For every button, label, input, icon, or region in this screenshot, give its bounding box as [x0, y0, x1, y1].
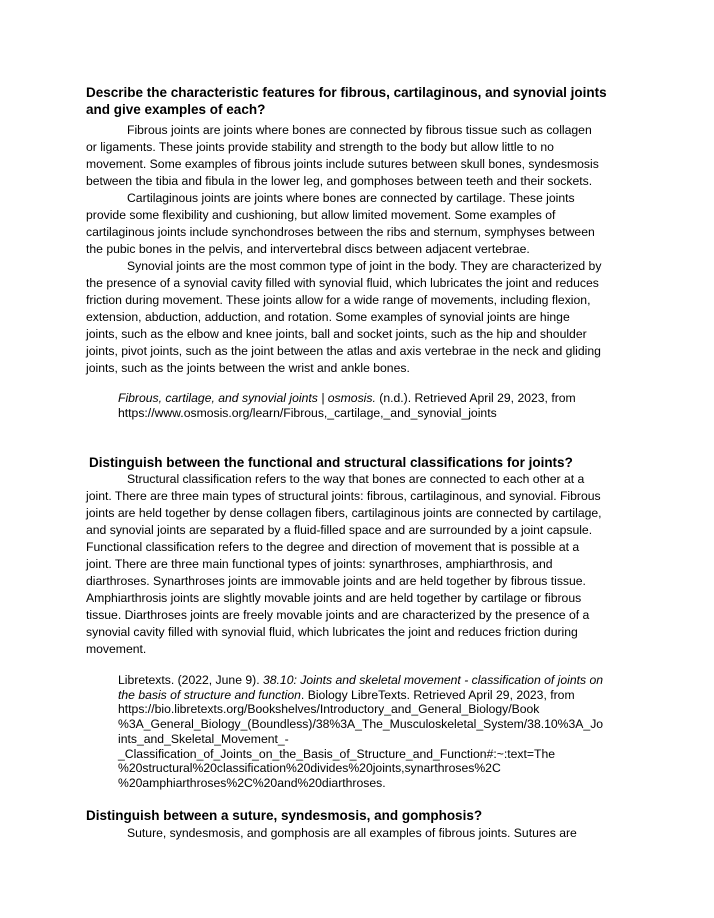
- paragraph-classification: Structural classification refers to the way that bones are connected to each other at a joint. There are three main types of structural joints: fibrous, cartilaginous, and synovial. Fibrous joints are held together by dense collagen fibers, cartilaginous joints are connected by cartilage, and synovial joints are separated by a fluid-filled space and are surrounded by a joint capsule. Functional classification refers to the degree and direction of movement that is possible at a joint. There are three main functional types of joints: synarthroses, amphiarthrosis, and diarthroses. Synarthroses joints are immovable joints and are held together by fibrous tissue. Amphiarthrosis joints are slightly movable joints and are held together by cartilage or fibrous tissue. Diarthroses joints are freely movable joints and are characterized by the presence of a synovial cavity filled with synovial fluid, which lubricates the joint and reduces friction during movement.: [86, 472, 602, 656]
- question-heading-3: Distinguish between a suture, syndesmosis, and gomphosis?: [86, 808, 483, 823]
- reference-libretexts: Libretexts. (2022, June 9). 38.10: Joints and skeletal movement - classification of joints on the basis of structure and function. Biology LibreTexts. Retrieved April 29, 2023, from https://bio.libretexts.org/Bookshelves/Introductory_and_General_Biology/Book %3A_General_Biology_(Boundless)/38%3A_The_Musculoskeletal_System/38.10%3A_Jo ints_and_Skeletal_Movement_- _Classification_of_Joints_on_the_Basis_of_Structure_and_Function#:~:text=The %20structural%20classification%20divides%20joints,synarthroses%2C %20amphiarthroses%2C%20and%20diarthroses.: [118, 673, 604, 790]
- paragraph-cartilaginous: Cartilaginous joints are joints where bones are connected by cartilage. These joints provide some flexibility and cushioning, but allow limited movement. Some examples of cartilaginous joints include synchondroses between the ribs and sternum, symphyses between the pubic bones in the pelvis, and intervertebral discs between adjacent vertebrae.: [86, 191, 595, 256]
- question-heading-2: Distinguish between the functional and structural classifications for joints?: [89, 455, 573, 470]
- paragraph-fibrous: Fibrous joints are joints where bones are connected by fibrous tissue such as collagen or ligaments. These joints provide stability and strength to the body but allow little to no movement. Some examples of fibrous joints include sutures between skull bones, syndesmosis between the tibia and fibula in the lower leg, and gomphoses between teeth and their sockets.: [86, 123, 599, 188]
- question-heading-1: Describe the characteristic features for fibrous, cartilaginous, and synovial joints and give examples of each?: [86, 85, 607, 117]
- reference-osmosis: Fibrous, cartilage, and synovial joints | osmosis. (n.d.). Retrieved April 29, 2023, from https://www.osmosis.org/learn/Fibrous,_cartilage,_and_synovial_joints: [118, 391, 640, 420]
- reference-url: https://www.osmosis.org/learn/Fibrous,_cartilage,_and_synovial_joints: [118, 405, 497, 420]
- paragraph-synovial: Synovial joints are the most common type of joint in the body. They are characterized by the presence of a synovial cavity filled with synovial fluid, which lubricates the joint and reduces friction during movement. These joints allow for a wide range of movements, including flexion, extension, abduction, adduction, and rotation. Some examples of synovial joints are hinge joints, such as the elbow and knee joints, ball and socket joints, such as the hip and shoulder joints, pivot joints, such as the joint between the atlas and axis vertebrae in the neck and gliding joints, such as the joints between the wrist and ankle bones.: [86, 259, 602, 375]
- paragraph-suture: Suture, syndesmosis, and gomphosis are all examples of fibrous joints. Sutures are: [127, 826, 577, 840]
